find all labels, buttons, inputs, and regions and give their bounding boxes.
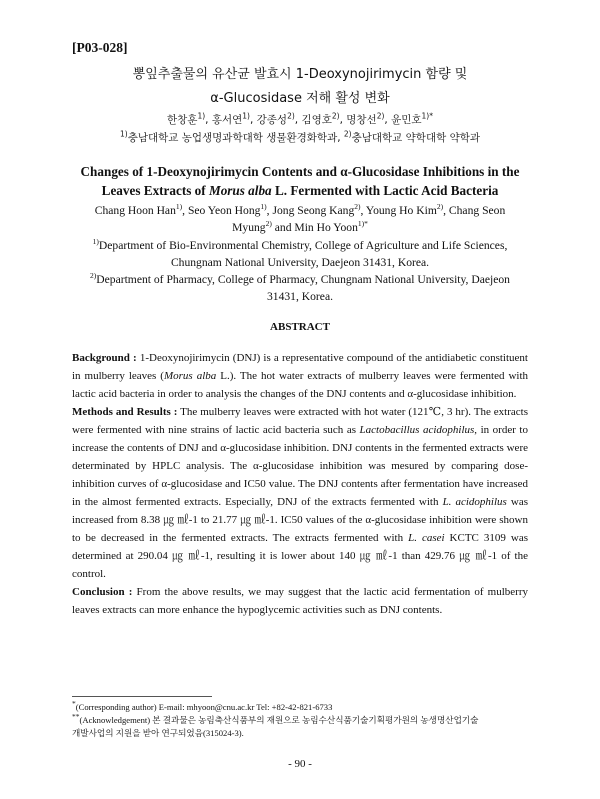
english-authors-line-2 [72, 220, 528, 236]
title-part: Leaves Extracts of [101, 183, 209, 198]
species-name: Lactobacillus acidophilus [359, 424, 475, 436]
background-label: Background : [72, 352, 137, 364]
poster-code: [P03-028] [72, 40, 128, 55]
footnote-mark: * [72, 699, 76, 709]
kr-author: , 강종성 [249, 114, 288, 126]
kr-author: 한창훈 [167, 114, 198, 126]
background-paragraph [72, 349, 528, 403]
title-part: L. Fermented with Lactic Acid Bacteria [271, 183, 499, 198]
affil-text: Department of Bio-Environmental Chemistry, College of Agriculture and Life Sciences, [98, 239, 508, 252]
korean-title-line-2: α-Glucosidase 저해 활성 변화 [210, 91, 390, 106]
author: , Seo Yeon Hong [182, 204, 261, 217]
kr-affil-sup: 2) [343, 129, 352, 139]
author-sup: 1) [175, 202, 183, 212]
affiliation-1-line-1 [72, 238, 528, 254]
footnote-text: (Corresponding author) E-mail: mhyoon@cnu.ac.kr Tel: +82-42-821-6733 [75, 702, 333, 712]
author: Chang Hoon Han [94, 204, 176, 217]
footnote-acknowledgement-cont: 개발사업의 지원을 받아 연구되었음(315024-3). [72, 728, 244, 738]
title-species: Morus alba [208, 183, 272, 198]
text-run: was increased from 8.38 ㎍ ㎖-1 to 21.77 ㎍ ㎖-1. IC50 values of the α-glucosidase inhibition were shown to be decreased in the fermented extracts. The extracts fermented with [72, 496, 528, 544]
species-name: L. acidophilus [442, 496, 507, 508]
footnote-divider [72, 696, 212, 697]
kr-author: , 윤민호 [384, 114, 422, 126]
affiliation-2-line-2: 31431, Korea. [266, 290, 333, 303]
affiliation-2-line-1 [72, 272, 528, 288]
text-run: L.). The hot water extracts of mulberry leaves were fermented with lactic acid bacteria in order to analysis the changes of the DNJ contents and α-glucosidase inhibition. [72, 370, 529, 400]
footnote-text: (Acknowledgement) 본 결과물은 농림축산식품부의 재원으로 농림수산식품기술기획평가원의 농생명산업기술 [79, 715, 479, 725]
author: , Young Ho Kim [360, 204, 437, 217]
author: , Jong Seong Kang [266, 204, 355, 217]
kr-author-sup: 1) [242, 111, 250, 121]
abstract-body [72, 349, 528, 619]
kr-affil-2: 충남대학교 약학대학 약학과 [351, 132, 481, 144]
affiliation-1-line-2: Chungnam National University, Daejeon 31431, Korea. [170, 256, 430, 269]
kr-author-sup: 1) [197, 111, 206, 121]
text-run: , in order to increase the contents of DNJ and α-glucosidase inhibition. DNJ contents in the fermented extracts were determinated by HPLC analysis. The α-glucosidase inhibition was mesured by comparing dose-inhibition curves of α-glucosidase and IC50 value. The DNJ contents after fermentation have increased in the almost fermented extracts. Especially, DNJ of the extracts fermented with [72, 424, 528, 508]
kr-author: , 명창선 [339, 114, 377, 126]
author: , Chang Seon [443, 204, 506, 217]
author-sup: 1)* [357, 219, 368, 229]
conclusion-paragraph [72, 583, 528, 619]
korean-authors [72, 112, 528, 127]
methods-results-paragraph [72, 403, 528, 583]
footnote-mark: ** [72, 712, 80, 722]
methods-label: Methods and Results : [72, 406, 178, 418]
kr-author: , 김영호 [294, 114, 332, 126]
footnote-acknowledgement [72, 714, 528, 726]
kr-author-sup: 1)* [421, 111, 433, 121]
author-sup: 2) [354, 202, 361, 212]
affil-sup: 2) [90, 271, 97, 281]
footnote-corresponding [72, 701, 528, 713]
page-number: - 90 - [288, 758, 312, 770]
author: Myung [232, 221, 266, 234]
kr-affil-1: 충남대학교 농업생명과학대학 생물환경화학과, [127, 132, 344, 144]
kr-author: , 홍서연 [205, 114, 243, 126]
english-authors-line-1 [72, 203, 528, 219]
text-run: KCTC 3109 was determined at 290.04 ㎍ ㎖-1, resulting it is lower about 140 ㎍ ㎖-1 than 429.76 ㎍ ㎖-1 of the control. [72, 532, 528, 580]
author-sup: 2) [436, 202, 444, 212]
author-sup: 2) [265, 219, 272, 229]
kr-author-sup: 2) [331, 111, 340, 121]
text-run: The mulberry leaves were extracted with hot water (121℃, 3 hr). The extracts were fermented with nine strains of lactic acid bacteria such as [72, 406, 528, 436]
text-run: From the above results, we may suggest that the lactic acid fermentation of mulberry leaves extracts can more enhance the hypoglycemic activities such as DNJ contents. [72, 586, 528, 616]
english-title-line-1: Changes of 1-Deoxynojirimycin Contents and α-Glucosidase Inhibitions in the [80, 164, 520, 179]
author-sup: 1) [260, 202, 267, 212]
conclusion-label: Conclusion : [72, 586, 133, 598]
affil-text: Department of Pharmacy, College of Pharmacy, Chungnam National University, Daejeon [96, 273, 510, 286]
text-run: 1-Deoxynojirimycin (DNJ) is a representative compound of the antidiabetic constituent in mulberry leaves ( [72, 352, 528, 382]
author: and Min Ho Yoon [271, 221, 358, 234]
korean-affiliations [72, 130, 528, 145]
english-title-line-2 [72, 181, 528, 200]
affil-sup: 1) [92, 237, 99, 247]
abstract-heading: ABSTRACT [270, 321, 330, 333]
kr-affil-sup: 1) [119, 129, 128, 139]
species-name: Morus alba [163, 370, 217, 382]
species-name: L. casei [408, 532, 445, 544]
kr-author-sup: 2) [376, 111, 385, 121]
korean-title-line-1: 뽕잎추출물의 유산균 발효시 1-Deoxynojirimycin 함량 및 [132, 67, 468, 82]
kr-author-sup: 2) [287, 111, 295, 121]
